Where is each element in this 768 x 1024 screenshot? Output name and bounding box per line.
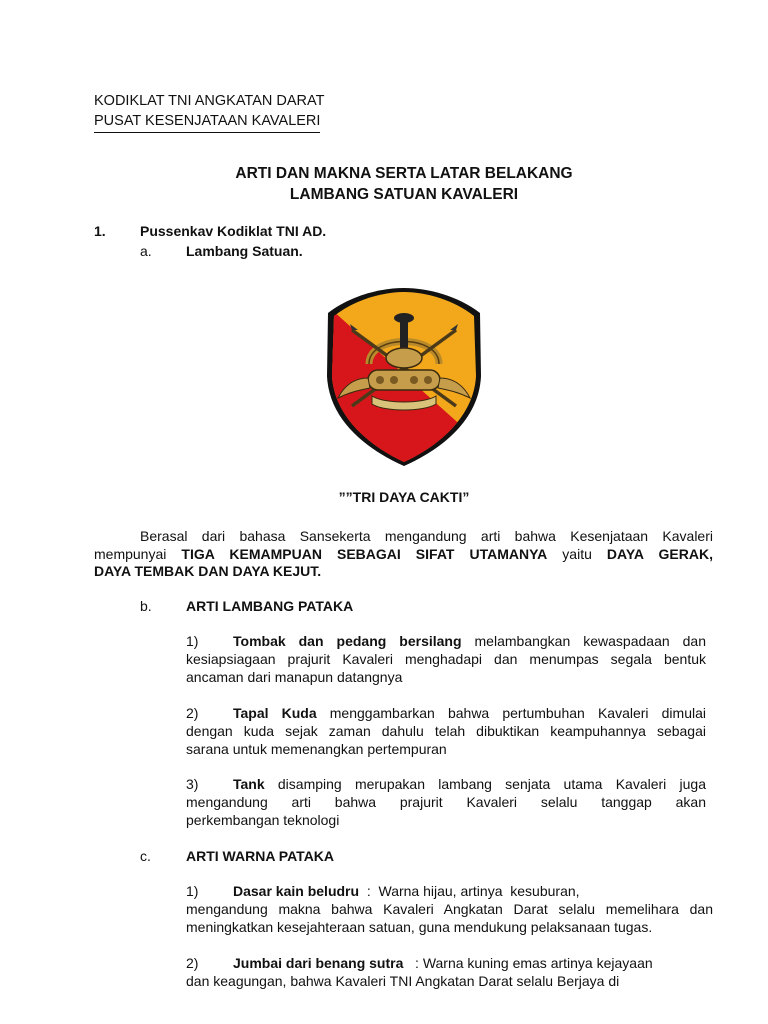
- sub-b-letter: b.: [140, 598, 152, 614]
- list-item-line-1: [233, 775, 706, 793]
- list-item-number: 1): [186, 883, 199, 899]
- intro-emphasis-2: DAYA GERAK,: [606, 546, 713, 562]
- list-item-text: : Warna kuning emas artinya kejayaan: [403, 955, 653, 971]
- motto-text: ””TRI DAYA CAKTI”: [338, 489, 470, 505]
- list-item-line-1: [233, 954, 713, 972]
- list-item-line-3: sarana untuk memenangkan pertempuran: [186, 741, 447, 757]
- list-item-line-1: [233, 882, 706, 900]
- list-item-term: Tombak dan pedang bersilang: [233, 633, 462, 649]
- section-1-number: 1.: [94, 223, 106, 239]
- sub-c-letter: c.: [140, 848, 151, 864]
- list-item-term: Jumbai dari benang sutra: [233, 955, 404, 971]
- list-item-text: melambangkan kewaspadaan dan: [461, 633, 706, 649]
- intro-text: yaitu: [547, 546, 607, 562]
- list-item-line-3: ancaman dari manapun datangnya: [186, 669, 403, 685]
- list-item-term: Tank: [233, 776, 265, 792]
- list-item-text: : Warna hijau, artinya kesuburan,: [359, 883, 580, 899]
- list-item-text: menggambarkan bahwa pertumbuhan Kavaleri dimulai: [316, 705, 707, 721]
- header-line-2: PUSAT KESENJATAAN KAVALERI: [94, 111, 320, 133]
- list-item-line-2: mengandung makna bahwa Kavaleri Angkatan Darat selalu memelihara dan: [186, 901, 713, 917]
- list-item-number: 2): [186, 955, 199, 971]
- list-item-line-3: meningkatkan kesejahteraan satuan, guna mendukung pelaksanaan tugas.: [186, 919, 653, 935]
- intro-text: mempunyai: [94, 546, 182, 562]
- list-item-term: Dasar kain beludru: [233, 883, 360, 899]
- list-item-text: disamping merupakan lambang senjata utama Kavaleri juga: [264, 776, 706, 792]
- intro-line-3: DAYA TEMBAK DAN DAYA KEJUT.: [94, 563, 322, 579]
- list-item-line-1: [233, 704, 706, 722]
- sub-b-heading: ARTI LAMBANG PATAKA: [186, 598, 354, 614]
- document-title-line-1: ARTI DAN MAKNA SERTA LATAR BELAKANG: [235, 165, 573, 182]
- header-line-1: KODIKLAT TNI ANGKATAN DARAT: [94, 93, 325, 109]
- list-item-line-2: dengan kuda sejak zaman dahulu telah dibuktikan keampuhannya sebagai: [186, 723, 706, 739]
- list-item-line-3: perkembangan teknologi: [186, 812, 340, 828]
- cavalry-shield-emblem-icon: [324, 286, 484, 466]
- list-item-line-2: mengandung arti bahwa prajurit Kavaleri selalu tanggap akan: [186, 794, 706, 810]
- list-item-line-1: [233, 632, 706, 650]
- document-title-line-2: LAMBANG SATUAN KAVALERI: [289, 186, 519, 203]
- list-item-line-2: dan keagungan, bahwa Kavaleri TNI Angkatan Darat selalu Berjaya di: [186, 973, 620, 989]
- intro-line-2: [94, 545, 713, 563]
- intro-emphasis-1: TIGA KEMAMPUAN SEBAGAI SIFAT UTAMANYA: [181, 546, 548, 562]
- list-item-number: 2): [186, 705, 199, 721]
- list-item-term: Tapal Kuda: [233, 705, 317, 721]
- list-item-number: 1): [186, 633, 199, 649]
- sub-c-heading: ARTI WARNA PATAKA: [186, 848, 335, 864]
- sub-a-letter: a.: [140, 243, 152, 259]
- list-item-line-2: kesiapsiagaan prajurit Kavaleri menghadapi dan menumpas segala bentuk: [186, 651, 706, 667]
- section-1-heading: Pussenkav Kodiklat TNI AD.: [140, 223, 327, 239]
- list-item-number: 3): [186, 776, 199, 792]
- intro-line-1: Berasal dari bahasa Sansekerta mengandung arti bahwa Kesenjataan Kavaleri: [140, 528, 713, 544]
- sub-a-heading: Lambang Satuan.: [186, 243, 303, 259]
